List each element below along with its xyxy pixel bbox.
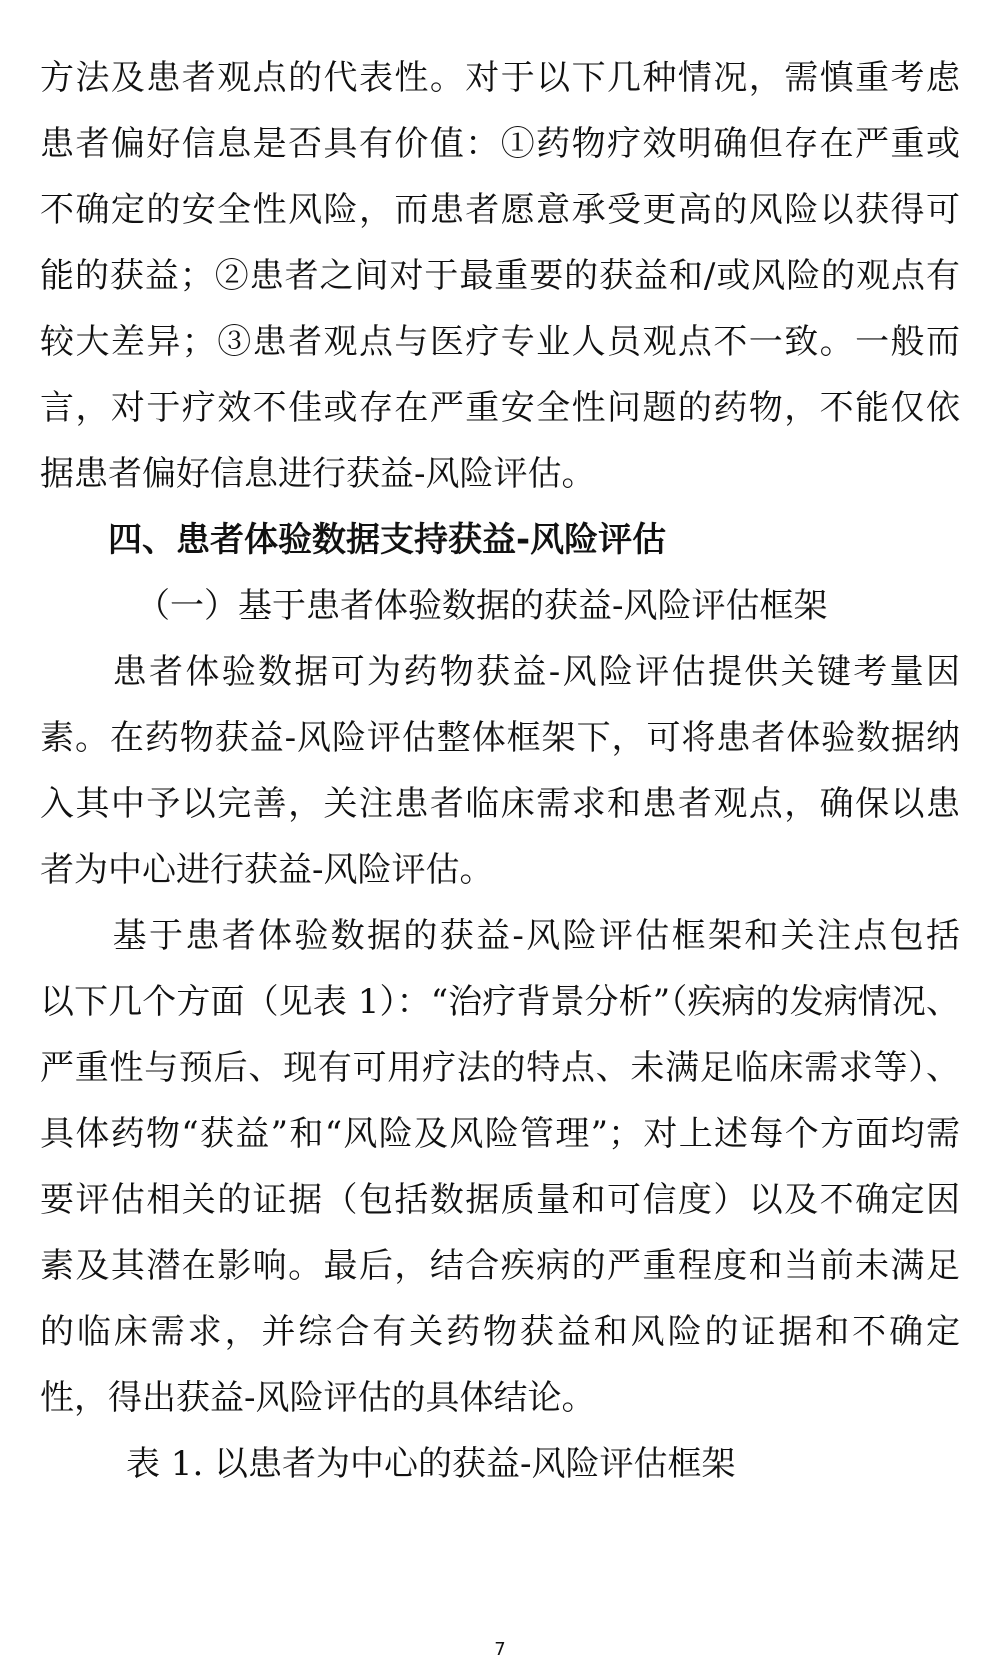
paragraph-line: 患者体验数据可为药物获益-风险评估提供关键考量因: [40, 652, 960, 692]
paragraph-line: 以下几个方面（见表 1）：“治疗背景分析”（疾病的发病情况、: [40, 982, 960, 1022]
paragraph-line: 入其中予以完善，关注患者临床需求和患者观点，确保以患: [40, 784, 960, 824]
paragraph-line: 素及其潜在影响。最后，结合疾病的严重程度和当前未满足: [40, 1246, 960, 1286]
table-caption: 表 1. 以患者为中心的获益-风险评估框架: [126, 1444, 736, 1484]
paragraph-line: 严重性与预后、现有可用疗法的特点、未满足临床需求等）、: [40, 1048, 960, 1088]
paragraph-line: 基于患者体验数据的获益-风险评估框架和关注点包括: [40, 916, 960, 956]
paragraph-line: 素。在药物获益-风险评估整体框架下，可将患者体验数据纳: [40, 718, 960, 758]
paragraph-line: 言，对于疗效不佳或存在严重安全性问题的药物，不能仅依: [40, 388, 960, 428]
paragraph-line: 方法及患者观点的代表性。对于以下几种情况，需慎重考虑: [40, 58, 960, 98]
paragraph-line: 据患者偏好信息进行获益-风险评估。: [40, 454, 596, 494]
paragraph-line: 的临床需求，并综合有关药物获益和风险的证据和不确定: [40, 1312, 960, 1352]
paragraph-line: 要评估相关的证据（包括数据质量和可信度）以及不确定因: [40, 1180, 960, 1220]
paragraph-line: 能的获益；②患者之间对于最重要的获益和/或风险的观点有: [40, 256, 960, 296]
subsection-heading: （一）基于患者体验数据的获益-风险评估框架: [136, 586, 828, 626]
paragraph-line: 较大差异；③患者观点与医疗专业人员观点不一致。一般而: [40, 322, 960, 362]
paragraph-line: 性，得出获益-风险评估的具体结论。: [40, 1378, 596, 1418]
section-heading: 四、患者体验数据支持获益-风险评估: [108, 520, 667, 560]
paragraph-line: 不确定的安全性风险，而患者愿意承受更高的风险以获得可: [40, 190, 960, 230]
page-number: 7: [494, 1639, 506, 1660]
paragraph-line: 患者偏好信息是否具有价值：①药物疗效明确但存在严重或: [40, 124, 960, 164]
paragraph-line: 具体药物“获益”和“风险及风险管理”；对上述每个方面均需: [40, 1114, 960, 1154]
paragraph-line: 者为中心进行获益-风险评估。: [40, 850, 494, 890]
